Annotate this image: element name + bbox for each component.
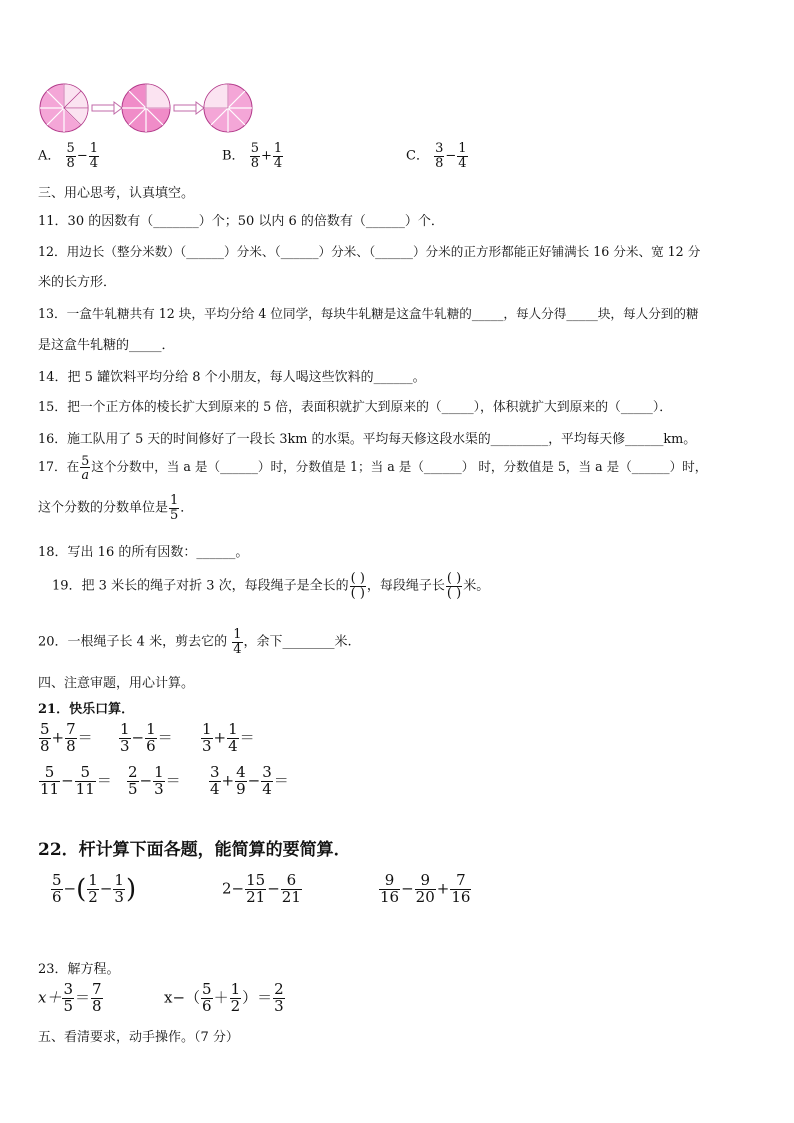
option-c: C． $\frac{3}{8}$ − $\frac{1}{4}$	[406, 141, 467, 171]
question-20: 20．一根绳子长 4 米，剪去它的 $\frac{1}{4}$ ，余下________米.	[38, 627, 352, 657]
question-21-title: 21．快乐口算．	[38, 702, 135, 717]
fraction-circle-2	[122, 84, 170, 132]
fraction-circles-figure	[36, 80, 266, 136]
option-a: A． $\frac{5}{8}$ − $\frac{1}{4}$	[38, 141, 98, 171]
question-23-title: 23．解方程。	[38, 962, 120, 977]
oral-calc-1: $\frac{5}{8}$ + $\frac{7}{8}$ ＝	[40, 720, 93, 755]
question-14: 14．把 5 罐饮料平均分给 8 个小朋友，每人喝这些饮料的______。	[38, 370, 426, 385]
question-22-title: 22．杆计算下面各题，能简算的要简算．	[38, 840, 351, 860]
arrow-right-icon	[174, 102, 204, 114]
question-11: 11．30 的因数有（_______）个；50 以内 6 的倍数有（______）个．	[38, 214, 444, 229]
oral-calc-4: $\frac{5}{11}$ − $\frac{5}{11}$ ＝	[40, 763, 112, 798]
calc-expr-3: $\frac{9}{16}$ − $\frac{9}{20}$ + $\frac{7}{16}$	[380, 871, 471, 906]
oral-calc-6: $\frac{3}{4}$ + $\frac{4}{9}$ − $\frac{3}{4}$ ＝	[210, 763, 289, 798]
section-5-heading: 五、看清要求，动手操作。（7 分）	[38, 1030, 239, 1045]
question-12-line1: 12．用边长（整分米数）（______）分米、（______）分米、（______）分米的正方形都能正好铺满长 16 分米、宽 12 分	[38, 244, 701, 259]
option-b: B． $\frac{5}{8}$ + $\frac{1}{4}$	[222, 141, 283, 171]
question-17-line1: 17．在 $\frac{5}{a}$ 这个分数中，当 a 是（______）时，分数值是 1；当 a 是（______） 时，分数值是 5，当 a 是（______）时，	[38, 453, 708, 483]
question-13-line1: 13．一盒牛轧糖共有 12 块，平均分给 4 位同学，每块牛轧糖是这盒牛轧糖的_____，每人分得_____块，每人分到的糖	[38, 306, 699, 321]
oral-calc-3: $\frac{1}{3}$ + $\frac{1}{4}$ ＝	[202, 720, 255, 755]
section-4-heading: 四、注意审题，用心计算。	[38, 676, 195, 691]
question-12-line2: 米的长方形．	[38, 275, 117, 290]
arrow-right-icon	[92, 102, 122, 114]
question-13-line2: 是这盒牛轧糖的_____．	[38, 338, 175, 353]
fraction-circle-1	[40, 84, 88, 132]
fraction-circle-3	[204, 84, 252, 132]
question-18: 18．写出 16 的所有因数：______。	[38, 545, 249, 560]
question-16: 16．施工队用了 5 天的时间修好了一段长 3km 的水渠。平均每天修这段水渠的_________，平均每天修______km。	[38, 432, 697, 447]
section-3-heading: 三、用心思考，认真填空。	[38, 186, 195, 201]
question-17-line2: 这个分数的分数单位是 $\frac{1}{5}$ ．	[38, 493, 194, 523]
question-19: 19．把 3 米长的绳子对折 3 次，每段绳子是全长的 $\frac{( )}{( )}$ ，每段绳子长 $\frac{( )}{( )}$ 米。	[52, 571, 490, 601]
calc-expr-2: 2− $\frac{15}{21}$ − $\frac{6}{21}$	[222, 871, 301, 906]
equation-1: x＋ $\frac{3}{5}$ ＝ $\frac{7}{8}$	[38, 980, 102, 1015]
calc-expr-1: $\frac{5}{6}$ −( $\frac{1}{2}$ − $\frac{1}{3}$ )	[52, 871, 137, 906]
oral-calc-2: $\frac{1}{3}$ − $\frac{1}{6}$ ＝	[120, 720, 173, 755]
equation-2: x−（ $\frac{5}{6}$ ＋ $\frac{1}{2}$ ）＝ $\frac{2}{3}$	[164, 980, 284, 1015]
oral-calc-5: $\frac{2}{5}$ − $\frac{1}{3}$ ＝	[128, 763, 181, 798]
question-15: 15．把一个正方体的棱长扩大到原来的 5 倍，表面积就扩大到原来的（_____），体积就扩大到原来的（_____）．	[38, 400, 673, 415]
